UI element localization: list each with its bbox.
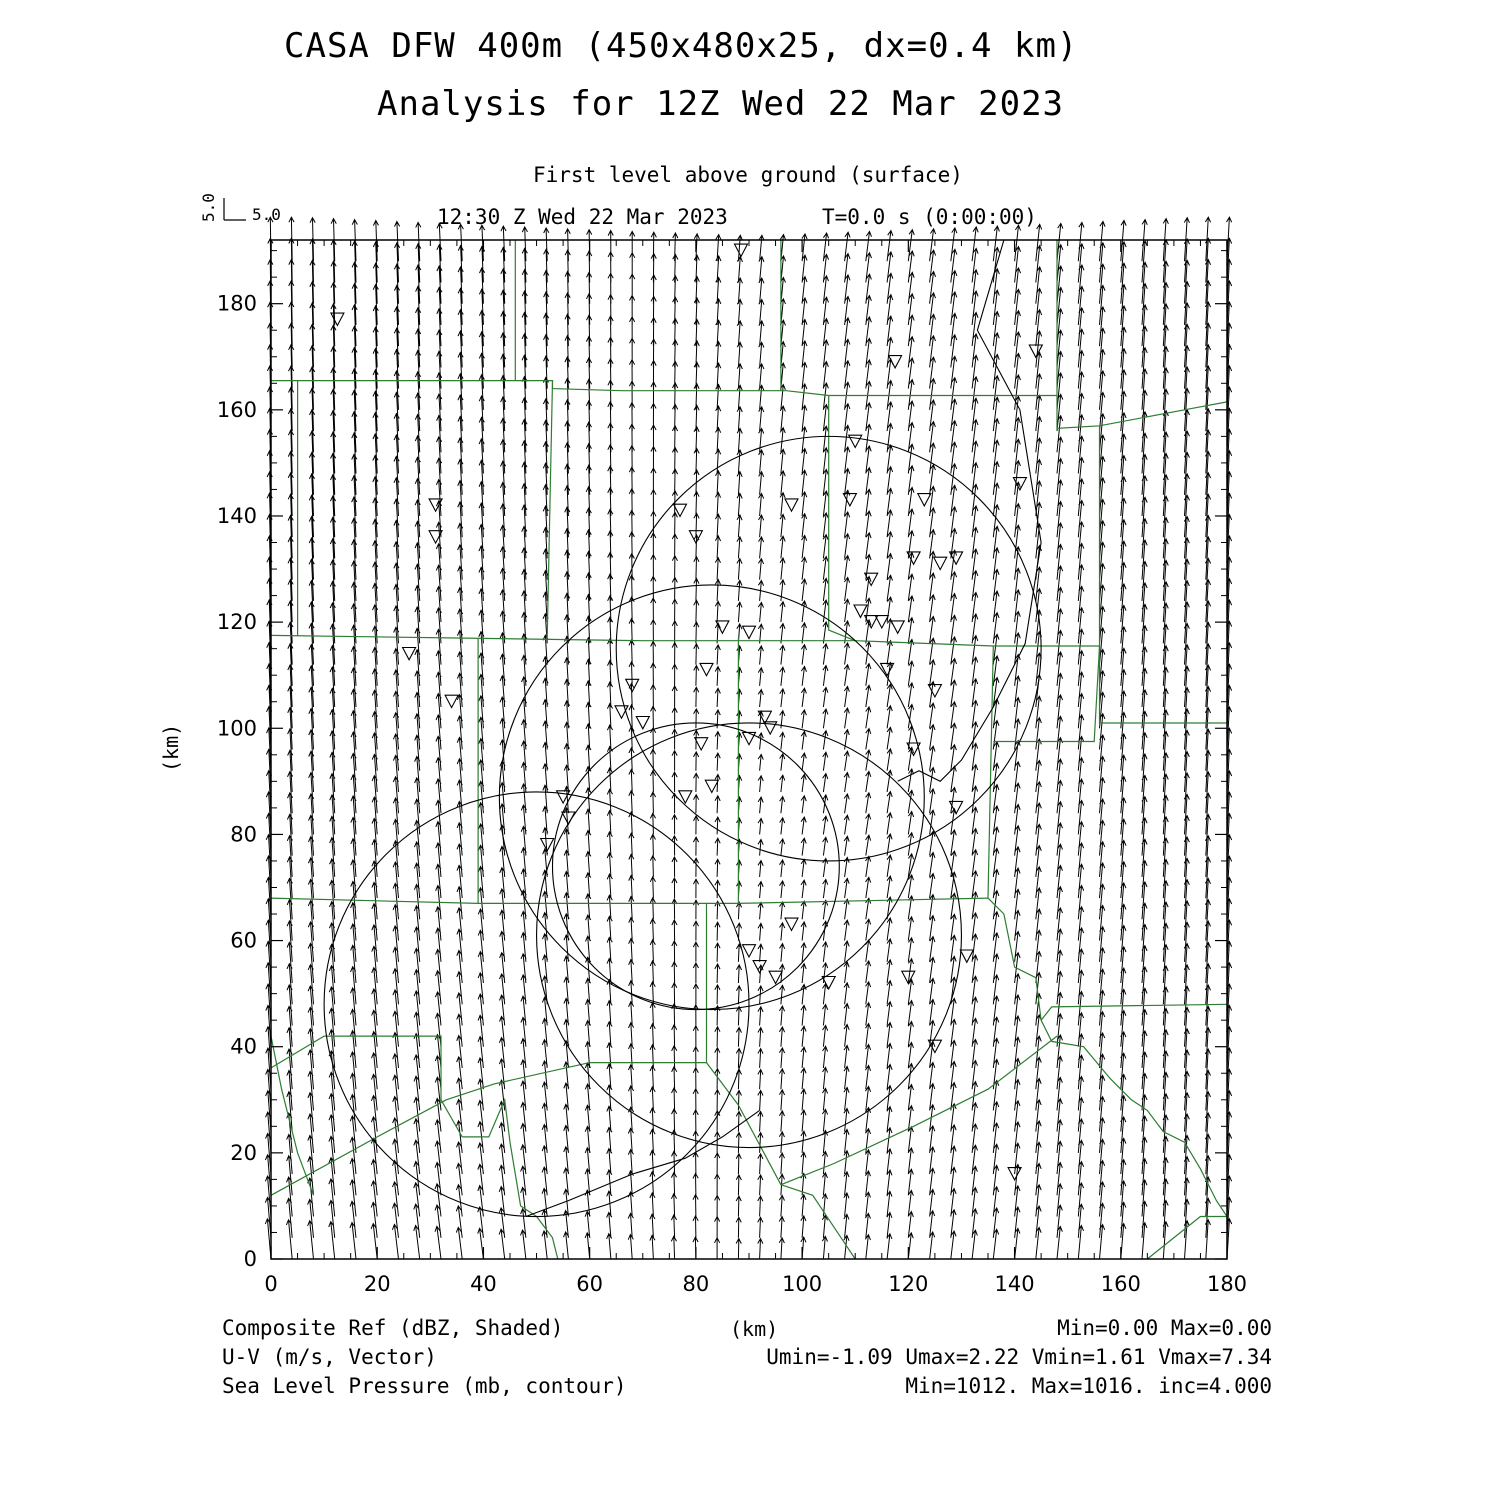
y-tick-label: 60: [230, 928, 257, 953]
level-label: First level above ground (surface): [533, 163, 963, 187]
station-marker: [918, 494, 931, 506]
x-tick-label: 180: [1206, 1272, 1248, 1296]
wind-vector-layer: [265, 217, 1231, 1259]
y-tick-label: 20: [230, 1140, 257, 1165]
y-tick-label: 140: [216, 503, 257, 528]
station-marker: [934, 557, 947, 569]
footer-vector-range: Umin=-1.09 Umax=2.22 Vmin=1.61 Vmax=7.34: [766, 1345, 1272, 1369]
x-tick-label: 100: [782, 1272, 823, 1296]
county-boundary: [1057, 240, 1227, 428]
x-tick-label: 80: [682, 1272, 710, 1296]
x-tick-label: 140: [994, 1272, 1035, 1296]
pressure-contour: [526, 1110, 760, 1216]
axis-tick-label-layer: [217, 292, 1247, 1296]
station-marker: [331, 313, 344, 325]
pressure-contour: [499, 585, 924, 1010]
station-marker: [541, 839, 554, 851]
y-axis-label: (km): [159, 723, 183, 772]
plot-frame: [271, 240, 1227, 1259]
station-marker: [705, 780, 718, 792]
footer-vector-label: U-V (m/s, Vector): [222, 1345, 437, 1369]
county-boundary: [271, 381, 1057, 396]
county-boundary: [781, 1185, 855, 1259]
county-boundary: [271, 1036, 558, 1259]
footer-ref-label: Composite Ref (dBZ, Shaded): [222, 1316, 564, 1340]
county-boundary: [993, 646, 1099, 742]
vector-key: [199, 193, 281, 224]
y-tick-label: 80: [230, 822, 257, 847]
footer-pressure-range: Min=1012. Max=1016. inc=4.000: [905, 1374, 1272, 1398]
station-marker: [743, 626, 756, 638]
x-tick-label: 0: [264, 1272, 278, 1296]
county-boundary: [271, 1063, 707, 1196]
y-tick-label: 0: [243, 1247, 257, 1271]
y-tick-label: 40: [230, 1034, 257, 1059]
axis-tick-layer: [271, 240, 1227, 1259]
station-marker: [445, 695, 458, 707]
station-marker: [636, 717, 649, 729]
county-boundary: [1041, 1004, 1227, 1020]
county-boundary: [547, 381, 552, 638]
station-marker: [843, 494, 856, 506]
station-marker: [403, 648, 416, 660]
vector-key-u-label: 5.0: [252, 205, 281, 224]
forecast-time-label: T=0.0 s (0:00:00): [822, 205, 1037, 229]
x-tick-label: 20: [363, 1272, 391, 1296]
footer-pressure-label: Sea Level Pressure (mb, contour): [222, 1374, 627, 1398]
station-marker: [743, 732, 756, 744]
y-tick-label: 120: [216, 610, 257, 635]
pressure-contour: [324, 792, 749, 1217]
chart-title-line1: CASA DFW 400m (450x480x25, dx=0.4 km): [284, 26, 1079, 66]
x-tick-label: 160: [1100, 1272, 1141, 1296]
wind-vectors: [265, 217, 1231, 1259]
y-tick-label: 180: [216, 291, 257, 316]
station-marker: [700, 663, 713, 675]
y-tick-label: 100: [216, 716, 257, 741]
pressure-contour-layer: [324, 240, 1041, 1217]
vector-key-v-label: 5.0: [199, 193, 218, 222]
y-tick-label: 160: [216, 397, 257, 422]
x-tick-label: 120: [888, 1272, 929, 1296]
x-tick-label: 40: [470, 1272, 497, 1296]
station-marker: [785, 499, 798, 511]
county-boundary: [829, 396, 856, 641]
x-axis-label: (km): [730, 1317, 779, 1341]
station-marker: [735, 244, 748, 256]
valid-time-label: 12:30 Z Wed 22 Mar 2023: [437, 205, 728, 229]
county-boundary-layer: [271, 240, 1227, 1259]
station-marker: [695, 738, 708, 750]
station-marker: [891, 621, 904, 633]
station-marker: [743, 945, 756, 957]
station-marker: [785, 918, 798, 930]
footer-ref-range: Min=0.00 Max=0.00: [1057, 1316, 1272, 1340]
chart-title-line2: Analysis for 12Z Wed 22 Mar 2023: [377, 84, 1065, 124]
pressure-contour: [537, 723, 962, 1148]
x-tick-label: 60: [576, 1272, 604, 1296]
station-marker: [960, 950, 973, 962]
